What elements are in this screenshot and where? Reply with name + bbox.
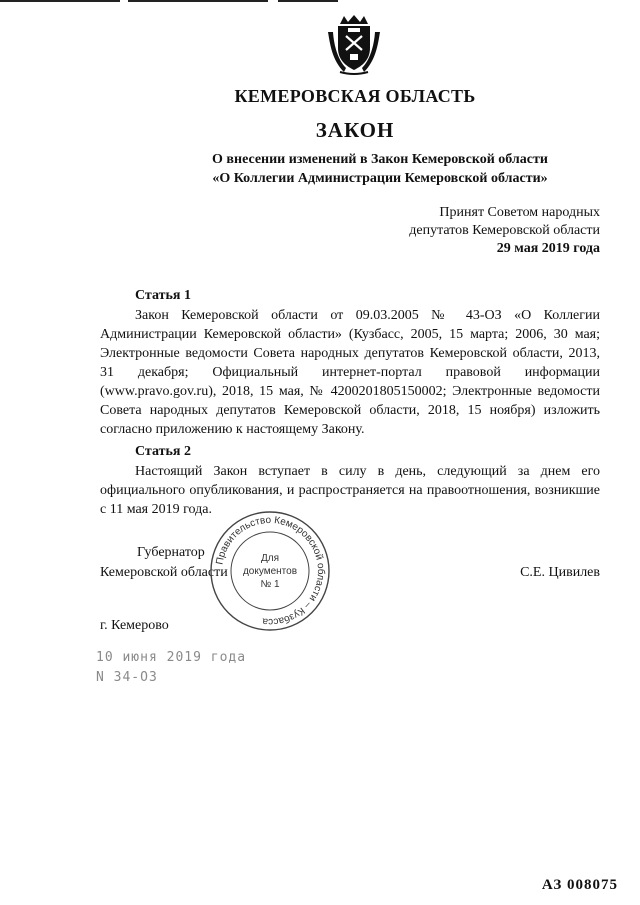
subject-line-1: О внесении изменений в Закон Кемеровской области — [212, 152, 548, 167]
article-1-title: Статья 1 — [135, 288, 191, 303]
law-subject — [100, 150, 620, 188]
article-2-text — [100, 462, 600, 519]
stamp-ring-text: Правительство Кемеровской области – Кузбасса — [214, 514, 327, 628]
document-type-title: ЗАКОН — [315, 118, 395, 142]
signatory-title: Губернатор — [137, 545, 205, 560]
adoption-block — [409, 204, 600, 258]
signing-place: г. Кемерово — [100, 618, 169, 633]
official-stamp — [208, 509, 332, 633]
law-number: N 34-ОЗ — [96, 670, 158, 685]
stamp-line-3: № 1 — [260, 579, 280, 590]
adoption-line-1: Принят Советом народных — [439, 205, 600, 220]
article-2-title: Статья 2 — [135, 444, 191, 459]
signatory-name: С.Е. Цивилев — [520, 565, 600, 580]
coat-of-arms-icon — [326, 14, 382, 76]
region-title: КЕМЕРОВСКАЯ ОБЛАСТЬ — [234, 86, 476, 106]
adoption-date: 29 мая 2019 года — [496, 241, 600, 256]
stamp-line-1: Для — [260, 553, 280, 564]
top-border-line — [0, 0, 640, 2]
stamp-line-2: документов — [242, 566, 298, 577]
adoption-line-2: депутатов Кемеровской области — [409, 223, 600, 238]
article-1-paragraph: Закон Кемеровской области от 09.03.2005 № 43-ОЗ «О Коллегии Администрации Кемеровской области» (Кузбасс, 2005, 15 марта; 2006, 30 мая; Электронные ведомости Совета народных депутатов Кемеровской области, 2013, 31 декабря; Официальный интернет-портал правовой информации (www.pravo.gov.ru), 2018, 15 мая, № 4200201805150002; Электронные ведомости Совета народных депутатов Кемеровской области, 2018, 15 ноября) изложить согласно приложению к настоящему Закону. — [100, 308, 600, 437]
subject-line-2: «О Коллегии Администрации Кемеровской области» — [212, 171, 548, 186]
signing-date: 10 июня 2019 года — [96, 650, 247, 665]
form-serial-number: АЗ 008075 — [541, 877, 618, 893]
article-1-text — [100, 306, 600, 439]
article-2-paragraph: Настоящий Закон вступает в силу в день, следующий за днем его официального опубликования, и распространяется на правоотношения, возникшие с 11 мая 2019 года. — [100, 464, 600, 517]
signatory-region: Кемеровской области — [100, 565, 228, 580]
